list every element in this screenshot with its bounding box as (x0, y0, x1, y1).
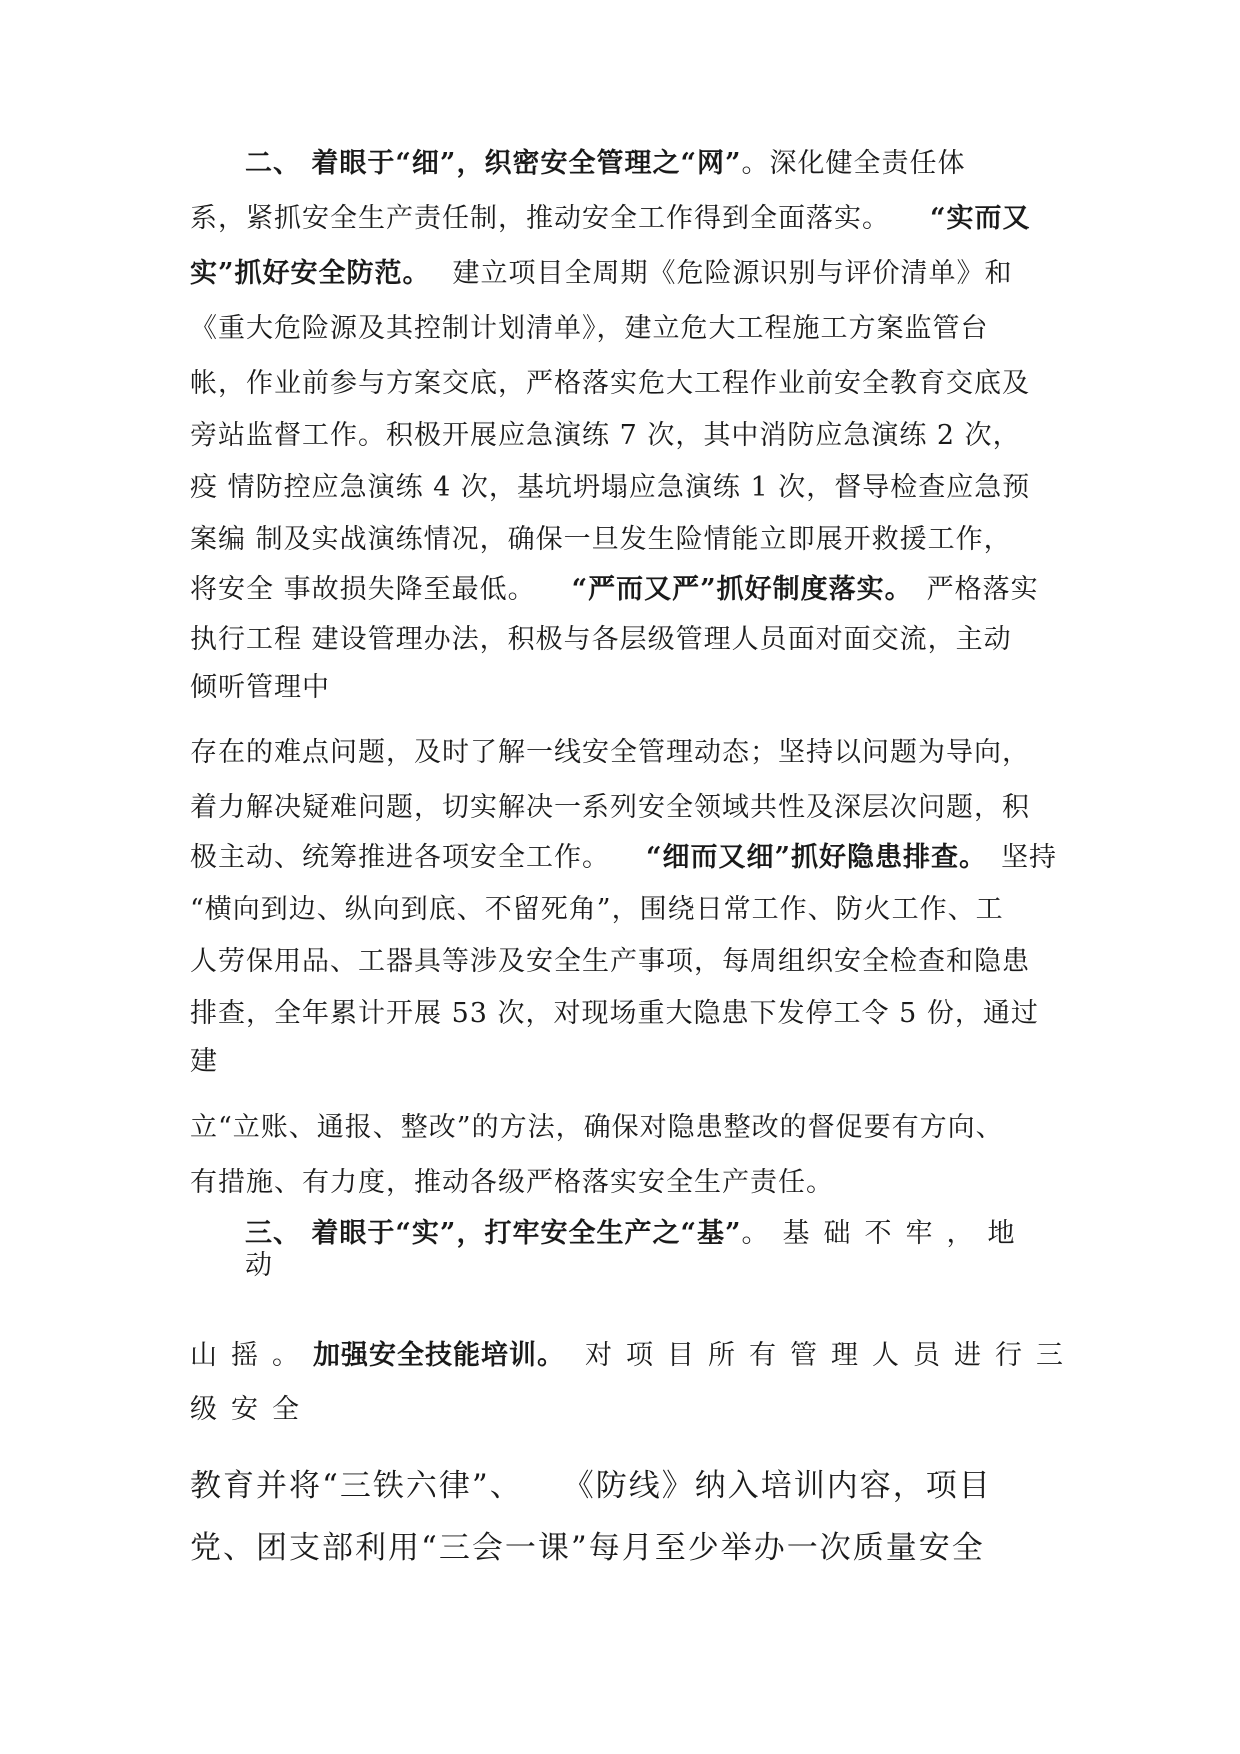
text-line: “横向到边、纵向到底、不留死角”，围绕日常工作、防火工作、工 (190, 894, 1004, 925)
subheading: “实而又 (930, 203, 1031, 234)
text-line: 着力解决疑难问题，切实解决一系列安全领域共性及深层次问题，积 (190, 792, 1030, 823)
subheading: “细而又细”抓好隐患排查。 (646, 842, 988, 873)
text-line: 执行工程 建设管理办法，积极与各层级管理人员面对面交流，主动 (190, 624, 1012, 655)
text-line: 教育并将“三铁六律”、 《防线》纳入培训内容，项目 (190, 1468, 992, 1504)
text-line: 人劳保用品、工器具等涉及安全生产事项，每周组织安全检查和隐患 (190, 946, 1030, 977)
text-line: 排查，全年累计开展 53 次，对现场重大隐患下发停工令 5 份，通过 (190, 998, 1039, 1029)
text-line: 倾听管理中 (190, 672, 330, 703)
text-line: 疫 情防控应急演练 4 次，基坑坍塌应急演练 1 次，督导检查应急预 (190, 472, 1031, 503)
text-line: 旁站监督工作。积极开展应急演练 7 次，其中消防应急演练 2 次， (190, 420, 1021, 451)
text-line: 党、团支部利用“三会一课”每月至少举办一次质量安全 (190, 1530, 985, 1566)
text-line: 《重大危险源及其控制计划清单》，建立危大工程施工方案监管台 (190, 313, 989, 344)
subheading: 加强安全技能培训。 (313, 1340, 565, 1371)
text-line: 将安全 事故损失降至最低。 “严而又严”抓好制度落实。 严格落实 (190, 574, 1039, 605)
text-line: 帐，作业前参与方案交底，严格落实危大工程作业前安全教育交底及 (190, 368, 1030, 399)
text-line: 山摇。加强安全技能培训。 对项目所有管理人员进行三 (190, 1340, 1077, 1371)
text-line: 极主动、统筹推进各项安全工作。 “细而又细”抓好隐患排查。 坚持 (190, 842, 1058, 873)
text-line: 建 (190, 1046, 218, 1077)
subheading: “严而又严”抓好制度落实。 (571, 574, 913, 605)
section-heading: 二、 着眼于“细”，织密安全管理之“网” (245, 148, 742, 179)
section-heading: 三、 着眼于“实”，打牢安全生产之“基” (245, 1218, 742, 1249)
subheading: 实”抓好安全防范。 (190, 258, 431, 289)
text-line: 实”抓好安全防范。 建立项目全周期《危险源识别与评价清单》和 (190, 258, 1013, 289)
text-line: 有措施、有力度，推动各级严格落实安全生产责任。 (190, 1167, 834, 1198)
text-line: 动 (245, 1250, 273, 1281)
text-line: 级安全 (190, 1394, 313, 1425)
text-line: 存在的难点问题，及时了解一线安全管理动态；坚持以问题为导向， (190, 737, 1030, 768)
text-line: 三、 着眼于“实”，打牢安全生产之“基”。基础不牢，地 (245, 1218, 1029, 1249)
text-line: 案编 制及实战演练情况，确保一旦发生险情能立即展开救援工作， (190, 524, 1012, 555)
text-line: 系，紧抓安全生产责任制，推动安全工作得到全面落实。 “实而又 (190, 203, 1031, 234)
text-line: 二、 着眼于“细”，织密安全管理之“网”。深化健全责任体 (245, 148, 966, 179)
text-line: 立“立账、通报、整改”的方法，确保对隐患整改的督促要有方向、 (190, 1112, 1004, 1143)
